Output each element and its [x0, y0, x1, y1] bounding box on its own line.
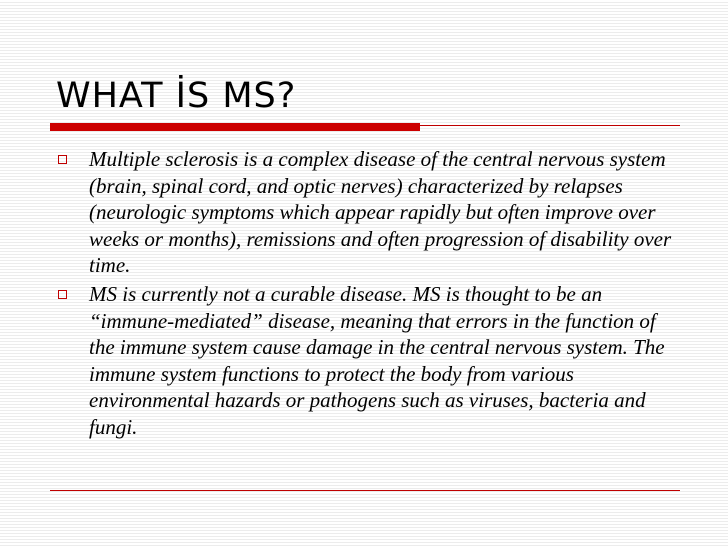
bullet-item — [56, 146, 686, 279]
bullet-text: Multiple sclerosis is a complex disease of the central nervous system (brain, spinal cord, and optic nerves) characterized by relapses (neurologic symptoms which appear rapidly but often improve over weeks or months), remissions and often progression of disability over time. — [89, 147, 672, 278]
bullet-list — [56, 146, 686, 443]
title-divider-accent — [50, 123, 420, 131]
bullet-text: MS is currently not a curable disease. MS is thought to be an “immune-mediated” disease, meaning that errors in the function of the immune system cause damage in the central nervous system. The immune system functions to protect the body from various environmental hazards or pathogens such as viruses, bacteria and fungi. — [89, 281, 665, 439]
square-bullet-icon — [58, 290, 67, 299]
square-bullet-icon — [58, 155, 67, 164]
footer-divider — [50, 490, 680, 491]
bullet-item — [56, 281, 686, 441]
slide-title: WHAT İS MS? — [56, 76, 297, 116]
